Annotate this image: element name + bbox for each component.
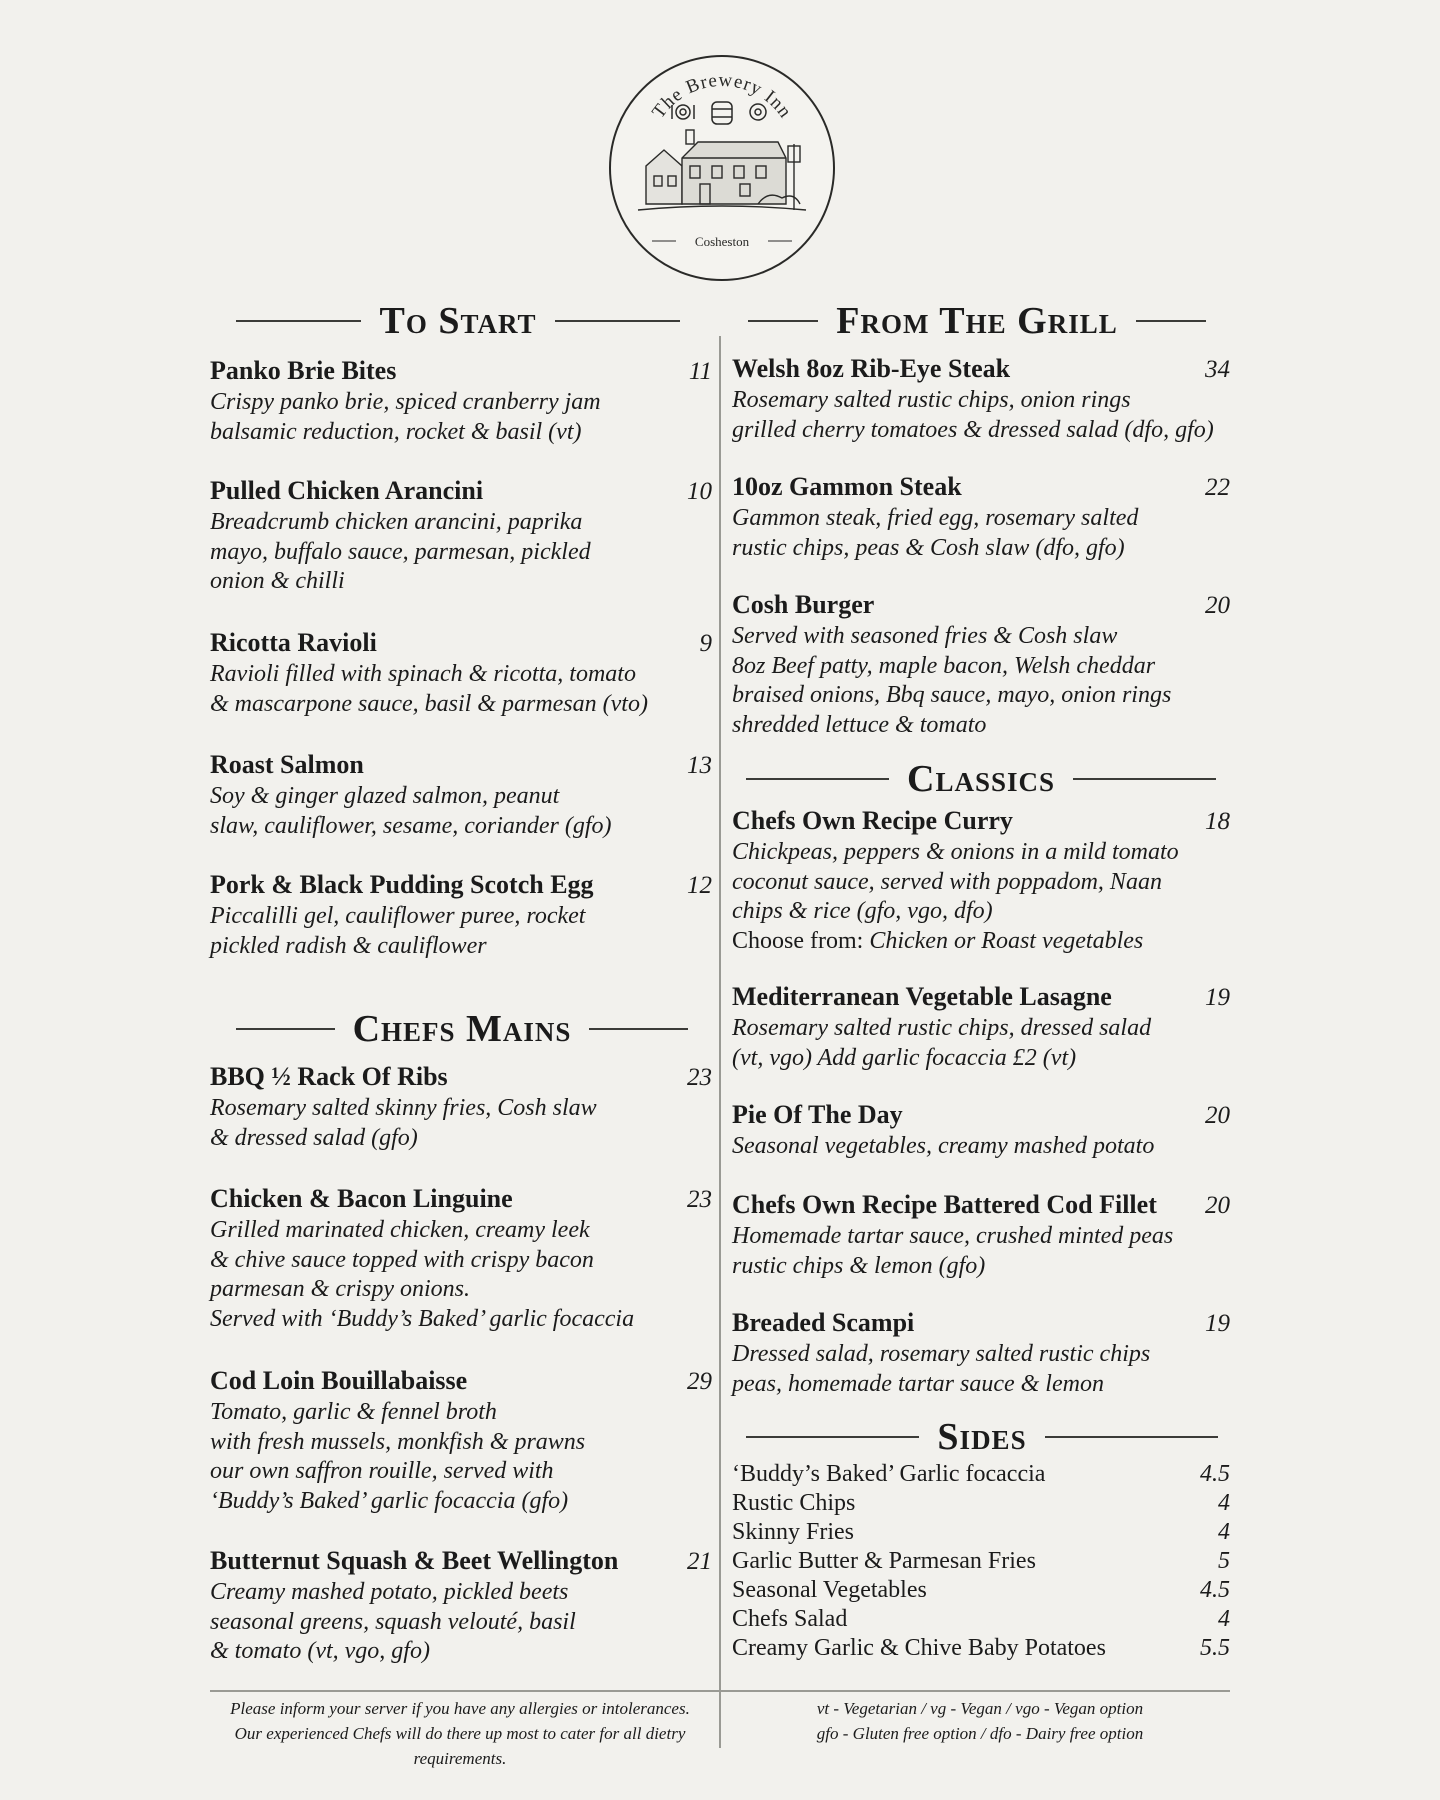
menu-item — [210, 1184, 712, 1334]
menu-item — [210, 476, 712, 597]
item-price: 12 — [687, 872, 712, 899]
item-description: Crispy panko brie, spiced cranberry jam balsamic reduction, rocket & basil (vt) — [210, 389, 601, 445]
item-price: 11 — [688, 358, 712, 385]
item-price: 13 — [687, 752, 712, 779]
menu-item — [732, 590, 1230, 740]
item-name: Pork & Black Pudding Scotch Egg — [210, 870, 594, 899]
side-name: Seasonal Vegetables — [732, 1577, 927, 1603]
item-name: Cosh Burger — [732, 590, 875, 619]
item-description: Soy & ginger glazed salmon, peanut slaw, cauliflower, sesame, coriander (gfo) — [210, 783, 612, 839]
side-price: 5.5 — [1200, 1635, 1230, 1661]
menu-item — [732, 1190, 1230, 1281]
side-item — [732, 1460, 1230, 1489]
side-price: 4.5 — [1200, 1461, 1230, 1487]
item-price: 22 — [1205, 474, 1230, 501]
item-name: Chefs Own Recipe Curry — [732, 806, 1013, 835]
side-price: 4.5 — [1200, 1577, 1230, 1603]
item-description: Breadcrumb chicken arancini, paprika mayo, buffalo sauce, parmesan, pickled onion & chilli — [210, 509, 591, 594]
item-description: Creamy mashed potato, pickled beets seasonal greens, squash velouté, basil & tomato (vt, vgo, gfo) — [210, 1579, 576, 1664]
item-name: Butternut Squash & Beet Wellington — [210, 1546, 619, 1575]
choose-from-line — [732, 927, 1230, 957]
section-title: Sides — [937, 1416, 1027, 1458]
item-description: Gammon steak, fried egg, rosemary salted rustic chips, peas & Cosh slaw (dfo, gfo) — [732, 505, 1139, 561]
item-name: Ricotta Ravioli — [210, 628, 377, 657]
header-rule — [748, 320, 818, 322]
section-title: Classics — [907, 758, 1056, 800]
side-item — [732, 1605, 1230, 1634]
choose-from-options: Chicken or Roast vegetables — [869, 927, 1144, 954]
menu-item — [210, 356, 712, 447]
item-price: 21 — [687, 1548, 712, 1575]
item-description: Ravioli filled with spinach & ricotta, tomato & mascarpone sauce, basil & parmesan (vto) — [210, 661, 648, 717]
side-name: Chefs Salad — [732, 1606, 848, 1632]
item-name: Chicken & Bacon Linguine — [210, 1184, 513, 1213]
item-description: Chickpeas, peppers & onions in a mild tomato coconut sauce, served with poppadom, Naan chips & rice (gfo, vgo, dfo) — [732, 839, 1179, 924]
item-description: Served with seasoned fries & Cosh slaw 8oz Beef patty, maple bacon, Welsh cheddar braised onions, Bbq sauce, mayo, onion rings shredded lettuce & tomato — [732, 623, 1172, 738]
side-name: Rustic Chips — [732, 1490, 856, 1516]
item-price: 20 — [1205, 1102, 1230, 1129]
item-price: 18 — [1205, 808, 1230, 835]
side-name: Skinny Fries — [732, 1519, 855, 1545]
menu-item — [210, 1546, 712, 1667]
logo-seal — [608, 54, 836, 282]
item-price: 23 — [687, 1064, 712, 1091]
item-name: 10oz Gammon Steak — [732, 472, 962, 501]
item-name: Cod Loin Bouillabaisse — [210, 1366, 468, 1395]
menu-item — [210, 750, 712, 841]
section-title: To Start — [379, 300, 537, 342]
item-description: Grilled marinated chicken, creamy leek & chive sauce topped with crispy bacon parmesan & crispy onions. Served with ‘Buddy’s Baked’ garlic focaccia — [210, 1217, 635, 1332]
item-price: 34 — [1205, 356, 1230, 383]
item-price: 19 — [1205, 984, 1230, 1011]
section-header-sides — [746, 1414, 1218, 1460]
item-price: 9 — [699, 630, 712, 657]
svg-text:Cosheston: Cosheston — [694, 234, 750, 249]
item-name: Welsh 8oz Rib-Eye Steak — [732, 354, 1011, 383]
header-rule — [1073, 778, 1216, 780]
menu-item — [210, 628, 712, 719]
item-price: 20 — [1205, 592, 1230, 619]
item-name: Roast Salmon — [210, 750, 364, 779]
item-description: Tomato, garlic & fennel broth with fresh mussels, monkfish & prawns our own saffron rouille, served with ‘Buddy’s Baked’ garlic focaccia (gfo) — [210, 1399, 586, 1514]
item-description: Rosemary salted skinny fries, Cosh slaw & dressed salad (gfo) — [210, 1095, 597, 1151]
side-name: ‘Buddy’s Baked’ Garlic focaccia — [732, 1461, 1046, 1487]
side-item — [732, 1489, 1230, 1518]
item-name: Chefs Own Recipe Battered Cod Fillet — [732, 1190, 1157, 1219]
allergy-note: Please inform your server if you have any allergies or intolerances. Our experienced Chefs will do there up most to cater for all dietry requirements. — [230, 1699, 690, 1768]
menu-item — [732, 1100, 1230, 1162]
menu-item — [732, 806, 1230, 956]
side-price: 4 — [1218, 1519, 1230, 1545]
side-item — [732, 1634, 1230, 1663]
menu-item — [210, 1062, 712, 1153]
side-item — [732, 1547, 1230, 1576]
header-rule — [746, 778, 889, 780]
menu-item — [210, 1366, 712, 1516]
item-name: Pie Of The Day — [732, 1100, 903, 1129]
item-price: 10 — [687, 478, 712, 505]
item-description: Dressed salad, rosemary salted rustic chips peas, homemade tartar sauce & lemon — [732, 1341, 1151, 1397]
choose-from-label: Choose from: — [732, 927, 870, 954]
side-name: Creamy Garlic & Chive Baby Potatoes — [732, 1635, 1106, 1661]
item-name: Panko Brie Bites — [210, 356, 397, 385]
side-name: Garlic Butter & Parmesan Fries — [732, 1548, 1036, 1574]
header-rule — [1136, 320, 1206, 322]
item-description: Homemade tartar sauce, crushed minted peas rustic chips & lemon (gfo) — [732, 1223, 1174, 1279]
menu-item — [732, 982, 1230, 1073]
footer-divider — [210, 1690, 1230, 1692]
section-title: Chefs Mains — [352, 1008, 572, 1050]
section-title: From The Grill — [836, 300, 1118, 342]
item-name: BBQ ½ Rack Of Ribs — [210, 1062, 448, 1091]
side-item — [732, 1518, 1230, 1547]
menu-item — [732, 354, 1230, 445]
header-rule — [236, 320, 361, 322]
menu-item — [732, 472, 1230, 563]
brewery-inn-logo — [608, 54, 836, 282]
section-header-chefs-mains — [236, 1006, 688, 1052]
svg-text:The Brewery Inn: The Brewery Inn — [648, 69, 796, 123]
side-price: 4 — [1218, 1490, 1230, 1516]
item-price: 29 — [687, 1368, 712, 1395]
item-description: Piccalilli gel, cauliflower puree, rocket pickled radish & cauliflower — [210, 903, 586, 959]
header-rule — [1045, 1436, 1218, 1438]
item-description: Rosemary salted rustic chips, dressed salad (vt, vgo) Add garlic focaccia £2 (vt) — [732, 1015, 1152, 1071]
menu-item — [732, 1308, 1230, 1399]
dietary-key: vt - Vegetarian / vg - Vegan / vgo - Vegan option gfo - Gluten free option / dfo - Dairy free option — [816, 1699, 1144, 1743]
item-description: Rosemary salted rustic chips, onion rings grilled cherry tomatoes & dressed salad (dfo, gfo) — [732, 387, 1214, 443]
header-rule — [589, 1028, 688, 1030]
item-description: Seasonal vegetables, creamy mashed potato — [732, 1133, 1155, 1159]
header-rule — [236, 1028, 335, 1030]
item-name: Pulled Chicken Arancini — [210, 476, 484, 505]
item-name: Mediterranean Vegetable Lasagne — [732, 982, 1112, 1011]
section-header-classics — [746, 756, 1216, 802]
side-item — [732, 1576, 1230, 1605]
item-price: 23 — [687, 1186, 712, 1213]
column-divider — [719, 336, 721, 1748]
header-rule — [555, 320, 680, 322]
item-price: 20 — [1205, 1192, 1230, 1219]
side-price: 5 — [1218, 1548, 1230, 1574]
item-price: 19 — [1205, 1310, 1230, 1337]
section-header-to-start — [236, 298, 680, 344]
header-rule — [746, 1436, 919, 1438]
side-price: 4 — [1218, 1606, 1230, 1632]
item-name: Breaded Scampi — [732, 1308, 915, 1337]
menu-item — [210, 870, 712, 961]
sides-list — [732, 1460, 1230, 1663]
section-header-from-the-grill — [748, 298, 1206, 344]
